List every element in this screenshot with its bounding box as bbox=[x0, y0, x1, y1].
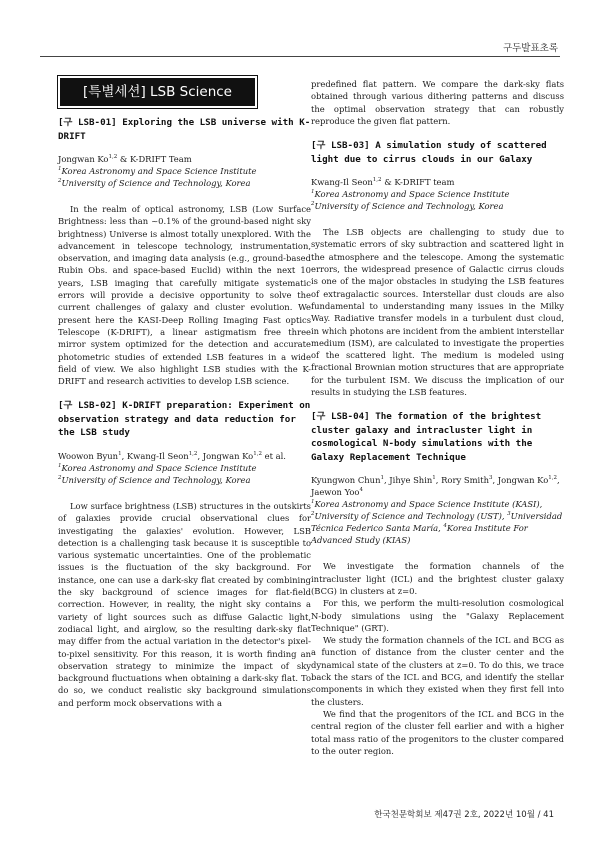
abstract-title: [구 LSB-01] Exploring the LSB universe with K-DRIFT bbox=[58, 117, 311, 142]
abstract-affiliation: $^1$Korea Astronomy and Space Science Institute bbox=[311, 189, 510, 200]
abstract-lsb-01 bbox=[58, 116, 311, 387]
left-column bbox=[58, 76, 311, 721]
abstract-body: We find that the progenitors of the ICL and BCG in the central region of the cluster fell earlier and with a higher total mass ratio of the progenitors to the cluster compared to the outer region. bbox=[311, 708, 564, 756]
abstract-body: We investigate the formation channels of the intracluster light (ICL) and the brightest cluster galaxy (BCG) in clusters at z=0. bbox=[311, 561, 564, 596]
abstract-affiliation: $^1$Korea Astronomy and Space Science Institute (KASI), $^2$University of Science and Technology (UST), $^3$Universidad Técnica Federico Santa María, $^4$Korea Institute For Advanced Study (KIAS) bbox=[311, 499, 563, 546]
abstract-body: For this, we perform the multi-resolution cosmological N-body simulations using the "Galaxy Replacement Technique" (GRT). bbox=[311, 598, 564, 633]
abstract-authors: Jongwan Ko$^{1,2}$ & K-DRIFT Team bbox=[58, 154, 192, 164]
abstract-lsb-04 bbox=[311, 410, 564, 757]
page-footer: 한국천문학회보 제47권 2호, 2022년 10월 / 41 bbox=[374, 810, 554, 820]
abstract-affiliation: $^1$Korea Astronomy and Space Science Institute bbox=[58, 462, 257, 473]
abstract-title: [구 LSB-02] K-DRIFT preparation: Experiment on observation strategy and data reduction for the LSB study bbox=[58, 400, 311, 439]
abstract-affiliation: $^2$University of Science and Technology, Korea bbox=[58, 474, 251, 485]
abstract-authors: Kwang-Il Seon$^{1,2}$ & K-DRIFT team bbox=[311, 177, 455, 188]
header-section-label: 구두발표초록 bbox=[502, 43, 558, 54]
abstract-body: predefined flat pattern. We compare the dark-sky flats obtained through various dithering patterns and discuss the optimal observation strategy that can robustly reproduce the given flat pattern. bbox=[311, 79, 564, 126]
session-banner: [특별세션] LSB Science bbox=[60, 78, 255, 106]
abstract-title: [구 LSB-04] The formation of the brightest cluster galaxy and intracluster light in cosmological N-body simulations with the Galaxy Replacement Technique bbox=[311, 411, 542, 463]
abstract-body: In the realm of optical astronomy, LSB (Low Surface Brightness: less than ~0.1% of the ground-based night sky brightness) Universe is almost totally unexplored. With the advancement in telescope technology, instrumentation, observation, and imaging data analysis (e.g., ground-based Rubin Obs. and space-based Euclid) within the next 10 years, LSB imaging that carefully mitigate systematic errors will provide a decisive opportunity to solve the current challenges of galaxy and cluster evolution. We present here the KASI-Deep Rolling Imaging Fast optics Telescope (K-DRIFT), a linear astigmatism free three mirror system optimized for the detection and accurate photometric studies of extended LSB features in a wide field of view. We also highlight LSB studies with the K-DRIFT and research activities to develop LSB science. bbox=[58, 204, 311, 387]
abstract-lsb-02 bbox=[58, 399, 311, 709]
abstract-authors: Woowon Byun$^1$, Kwang-Il Seon$^{1,2}$, Jongwan Ko$^{1,2}$ et al. bbox=[58, 450, 286, 461]
abstract-lsb-02-continued bbox=[311, 78, 564, 127]
abstract-lsb-03 bbox=[311, 139, 564, 398]
header-rule bbox=[40, 56, 560, 57]
abstract-affiliation: $^2$University of Science and Technology, Korea bbox=[311, 201, 504, 212]
abstract-body: Low surface brightness (LSB) structures in the outskirts of galaxies provide crucial observational clues for investigating the galaxies' evolution. However, LSB detection is a challenging task because it is susceptible to various systematic uncertainties. One of the problematic issues is the fluctuation of the sky background. For instance, one can use a dark-sky flat created by combining the sky background of science images for flat-field correction. However, in reality, the night sky contains a variety of light sources such as diffuse Galactic light, zodiacal light, and airglow, so the resulting dark-sky flat may differ from the actual variation in the detector's pixel-to-pixel sensitivity. For this reason, it is worth finding an observation strategy to minimize the impact of sky background fluctuations when obtaining a dark-sky flat. To do so, we conduct realistic sky background simulations and perform mock observations with a bbox=[58, 500, 311, 708]
abstract-title: [구 LSB-03] A simulation study of scattered light due to cirrus clouds in our Galaxy bbox=[311, 140, 547, 165]
abstract-body: We study the formation channels of the ICL and BCG as a function of distance from the cluster center and the dynamical state of the clusters at z=0. To do this, we trace back the stars of the ICL and BCG, and identify the stellar components in which they existed when they first fell into the clusters. bbox=[311, 635, 564, 707]
abstract-affiliation: $^1$Korea Astronomy and Space Science Institute bbox=[58, 166, 257, 176]
abstract-body: The LSB objects are challenging to study due to systematic errors of sky subtraction and scattered light in the atmosphere and the telescope. Among the systematic errors, the widespread presence of Galactic cirrus clouds is one of the major obstacles in studying the LSB features of extragalactic sources. Interstellar dust clouds are also fundamental to understanding many issues in the Milky Way. Radiative transfer models in a turbulent dust cloud, in which photons are incident from the ambient interstellar medium (ISM), are calculated to investigate the properties of the scattered light. The medium is modeled using fractional Brownian motion structures that are appropriate for the turbulent ISM. We discuss the implication of our results in studying the LSB features. bbox=[311, 227, 564, 398]
abstract-affiliation: $^2$University of Science and Technology, Korea bbox=[58, 178, 251, 188]
abstract-authors: Kyungwon Chun$^1$, Jihye Shin$^1$, Rory Smith$^3$, Jongwan Ko$^{1,2}$, Jaewon Yoo$^4$ bbox=[311, 475, 560, 498]
right-column bbox=[311, 78, 564, 769]
